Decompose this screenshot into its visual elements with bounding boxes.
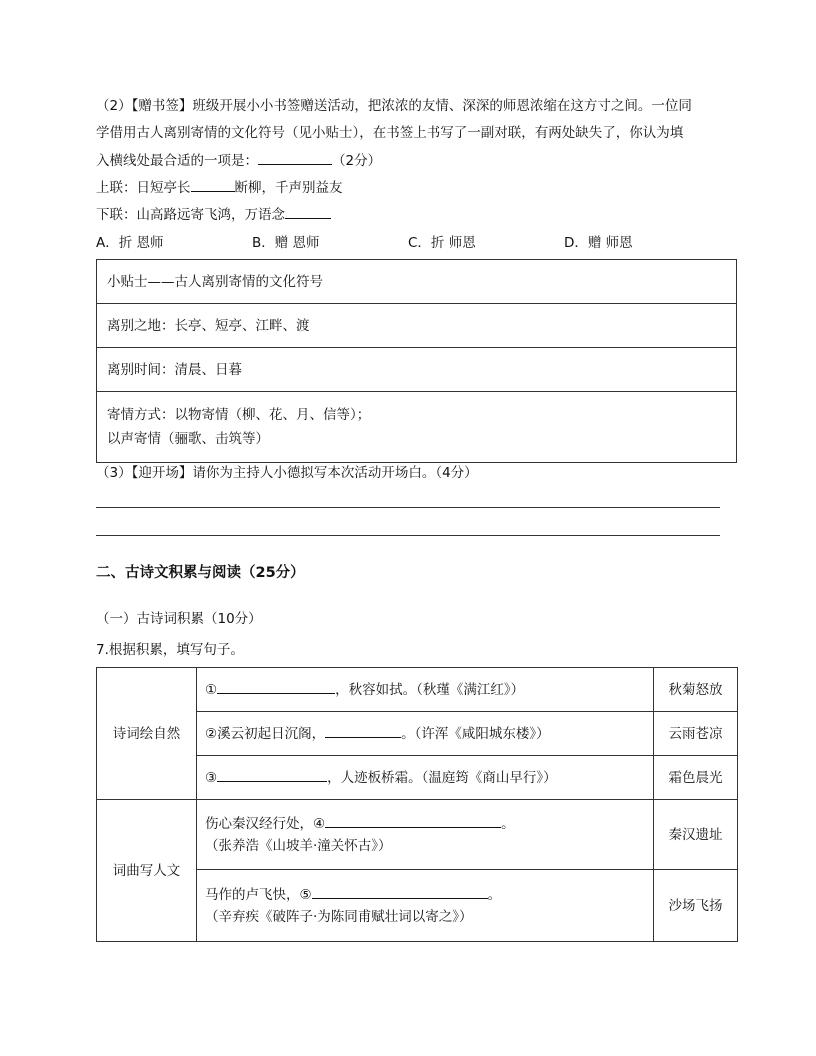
couplet-lower-blank[interactable]	[285, 204, 331, 219]
row3-source: ，人迹板桥霜。（温庭筠《商山早行》）	[327, 769, 557, 786]
couplet-upper-post: 断柳，千声别益友	[234, 180, 343, 196]
row2-prefix: ②溪云初起日沉阁，	[205, 725, 326, 742]
row2-source: 。（许浑《咸阳城东楼》）	[401, 725, 550, 742]
blank-4[interactable]	[325, 813, 501, 828]
q2-line-1: （2）【赠书签】班级开展小小书签赠送活动，把浓浓的友情、深深的师恩浓缩在这方寸之间。一位同	[96, 98, 692, 114]
row4-prefix: 伤心秦汉经行处，④	[205, 815, 326, 832]
category-nature: 诗词绘自然	[97, 668, 197, 800]
tips-box	[96, 259, 737, 463]
category-humanities: 词曲写人文	[97, 800, 197, 942]
couplet-upper-pre: 上联：日短亭长	[96, 180, 191, 196]
option-d[interactable]: D．赠 师恩	[564, 235, 633, 251]
tips-method-1: 寄情方式：以物寄情（柳、花、月、信等）；	[107, 407, 371, 423]
q2-line-2: 学借用古人离别寄情的文化符号（见小贴士），在书签上书写了一副对联，有两处缺失了，你认为填	[96, 125, 684, 141]
option-c[interactable]: C．折 师恩	[408, 235, 476, 251]
q2-line-3	[96, 150, 381, 171]
option-b[interactable]: B．赠 恩师	[252, 235, 320, 251]
row3-prefix: ③	[205, 769, 218, 786]
question-7: 7.根据积累，填写句子。	[96, 642, 244, 658]
blank-5[interactable]	[312, 884, 488, 899]
keyword-2: 云雨苍凉	[654, 712, 738, 756]
tips-method-2: 以声寄情（骊歌、击筑等）	[107, 431, 269, 447]
couplet-upper	[96, 177, 343, 198]
q3-text: （3）【迎开场】请你为主持人小德拟写本次活动开场白。（4分）	[96, 465, 478, 481]
couplet-lower	[96, 204, 331, 225]
row4-source: （张养浩《山坡羊·潼关怀古》）	[205, 837, 392, 854]
poem-row-5	[197, 870, 654, 942]
tips-method	[97, 392, 737, 463]
row5-period: 。	[487, 886, 502, 903]
tips-title: 小贴士——古人离别寄情的文化符号	[97, 260, 737, 304]
row1-source: ，秋容如拭。（秋瑾《满江红》）	[335, 681, 525, 698]
row5-prefix: 马作的卢飞快，⑤	[205, 886, 312, 903]
couplet-upper-blank[interactable]	[191, 177, 235, 192]
section-heading: 二、古诗文积累与阅读（25分）	[96, 565, 305, 581]
blank-2[interactable]	[325, 723, 401, 738]
q2-score: （2分）	[332, 153, 382, 169]
couplet-lower-pre: 下联：山高路远寄飞鸿，万语念	[96, 207, 285, 223]
answer-blank[interactable]	[258, 150, 332, 165]
blank-1[interactable]	[217, 679, 335, 694]
answer-line-1[interactable]	[96, 507, 720, 508]
keyword-5: 沙场飞扬	[654, 870, 738, 942]
blank-3[interactable]	[217, 767, 327, 782]
poem-row-1	[197, 668, 654, 712]
tips-place: 离别之地：长亭、短亭、江畔、渡	[97, 304, 737, 348]
row4-period: 。	[501, 815, 515, 832]
row1-prefix: ①	[205, 681, 218, 698]
keyword-4: 秦汉遗址	[654, 800, 738, 870]
subsection-heading: （一）古诗词积累（10分）	[96, 611, 262, 627]
keyword-1: 秋菊怒放	[654, 668, 738, 712]
q2-line-3-text: 入横线处最合适的一项是：	[96, 153, 258, 169]
poem-table	[96, 667, 738, 942]
answer-line-2[interactable]	[96, 535, 720, 536]
poem-row-3	[197, 756, 654, 800]
tips-time: 离别时间：清晨、日暮	[97, 348, 737, 392]
option-a[interactable]: A．折 恩师	[96, 235, 164, 251]
row5-source: （辛弃疾《破阵子·为陈同甫赋壮词以寄之》）	[205, 908, 473, 925]
poem-row-2	[197, 712, 654, 756]
poem-row-4	[197, 800, 654, 870]
keyword-3: 霜色晨光	[654, 756, 738, 800]
